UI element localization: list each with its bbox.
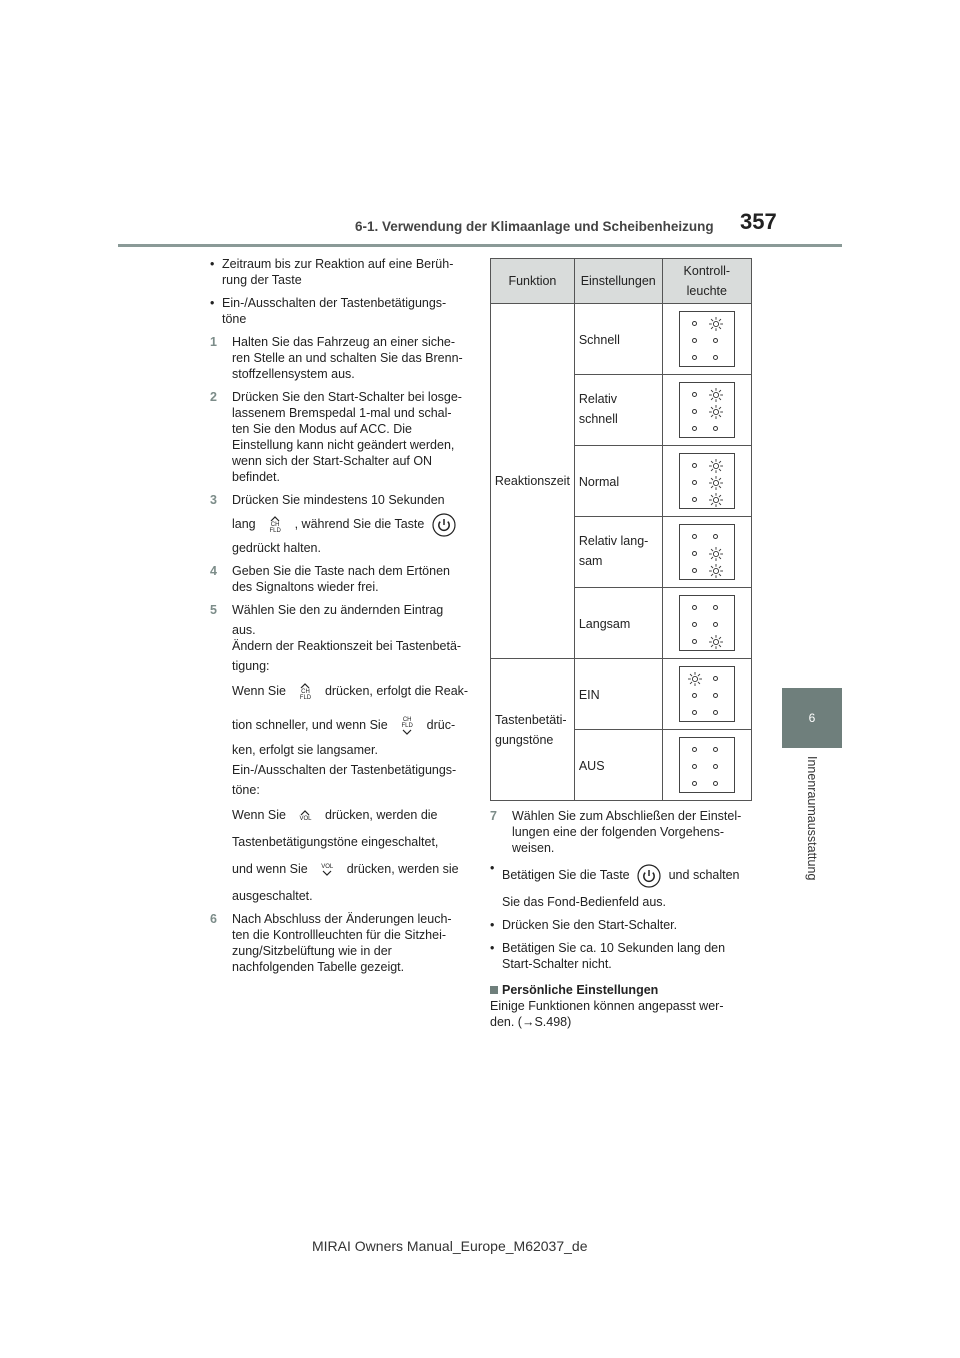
section-title: Persönliche Einstellungen [502,983,659,997]
lamp-off-icon [692,409,697,414]
right-column [490,808,752,1030]
indicator-lamps [679,595,735,651]
lamp-off-icon [692,605,697,610]
step-1: 1 Halten Sie das Fahrzeug an einer siche- ren Stelle an und schalten Sie das Brenn- stoffzellensystem aus. [210,335,463,381]
lamp-lit-icon [708,546,724,562]
chapter-label: Innenraumausstattung [805,756,819,881]
function-reaction-time: Reaktionszeit [491,304,575,659]
lamp-lit-icon [708,563,724,579]
table-row [491,659,752,730]
ch-fld-up-icon: CH FLD [294,679,316,705]
lamp-off-icon [713,605,718,610]
lamp-off-icon [692,480,697,485]
lamp-off-icon [713,676,718,681]
section-header: 6-1. Verwendung der Klimaanlage und Scheibenheizung [355,219,714,234]
header-settings: Einstellungen [574,259,662,304]
section-marker-icon [490,986,498,994]
lamp-off-icon [692,551,697,556]
lamp-off-icon [713,622,718,627]
function-key-tones: Tastenbetäti- gungstöne [491,659,575,801]
setting-label: Langsam [574,588,662,659]
vol-down-icon: VOL [316,857,338,883]
list-item: • Betätigen Sie ca. 10 Sekunden lang den Start-Schalter nicht. [490,940,752,972]
lamp-lit-icon [708,634,724,650]
lamp-off-icon [692,639,697,644]
header-lamp: Kontroll- leuchte [662,259,751,304]
lamp-off-icon [692,497,697,502]
indicator-lamps [679,311,735,367]
table-header-row [491,259,752,304]
setting-label: Normal [574,446,662,517]
personal-settings-section: Persönliche Einstellungen Einige Funktionen können angepasst wer- den. (→S.498) [490,982,752,1030]
lamp-off-icon [713,764,718,769]
step-number: 6 [210,912,217,926]
list-item: • Ein-/Ausschalten der Tastenbetätigungs- töne [210,295,472,327]
left-column [210,256,472,982]
power-button-icon [637,864,661,888]
lamp-off-icon [713,338,718,343]
lamp-lit-icon [708,458,724,474]
lamp-off-icon [692,622,697,627]
indicator-lamps [679,666,735,722]
lamp-lit-icon [708,492,724,508]
footer-text: MIRAI Owners Manual_Europe_M62037_de [312,1238,588,1254]
list-item: • Betätigen Sie die Taste und schalten Sie das Fond-Bedienfeld aus. [490,860,752,910]
lamp-off-icon [713,747,718,752]
lamp-off-icon [692,355,697,360]
indicator-lamps [679,382,735,438]
settings-table [490,258,752,801]
list-item: • Zeitraum bis zur Reaktion auf eine Berüh- rung der Taste [210,256,472,288]
lamp-off-icon [692,321,697,326]
ch-fld-down-icon: CH FLD [396,713,418,739]
step-5: 5 Wählen Sie den zu ändernden Eintrag aus. Ändern der Reaktionszeit bei Tastenbetä- tigung: Wenn Sie CH FLD drücken, erfolgt die Reak- tion schneller, und wenn Sie CH FLD drüc- ken, erfolgt sie langsamer. Ein-/Ausschalten der Tastenbetätigungs- töne: Wenn Sie VOL drücken, werden die Tastenbetätigungstöne eingeschaltet, und wenn Sie VOL drücken, werden sie ausgeschaltet. [210,603,469,903]
setting-label: Relativ lang- sam [574,517,662,588]
page-reference: den. (→S.498) [490,1015,572,1029]
setting-label: Relativ schnell [574,375,662,446]
lamp-off-icon [692,338,697,343]
setting-label: EIN [574,659,662,730]
lamp-off-icon [692,392,697,397]
lamp-off-icon [692,534,697,539]
lamp-off-icon [713,426,718,431]
indicator-lamps [679,453,735,509]
lamp-off-icon [713,355,718,360]
header-function: Funktion [491,259,575,304]
step-4: 4 Geben Sie die Taste nach dem Ertönen des Signaltons wieder frei. [210,564,450,594]
lamp-off-icon [692,426,697,431]
lamp-lit-icon [708,387,724,403]
step-2: 2 Drücken Sie den Start-Schalter bei losge- lassenem Bremspedal 1-mal und schal- ten Sie den Modus auf ACC. Die Einstellung kann nicht geändert werden, wenn sich der Start-Schalter auf ON befindet. [210,390,462,484]
step-number: 3 [210,493,217,507]
lamp-off-icon [713,693,718,698]
step-number: 1 [210,335,217,349]
lamp-off-icon [692,747,697,752]
lamp-off-icon [692,710,697,715]
lamp-off-icon [692,568,697,573]
step-7: 7 Wählen Sie zum Abschließen der Einstel- lungen eine der folgenden Vorgehens- weisen. [490,809,742,855]
lamp-lit-icon [708,316,724,332]
lamp-lit-icon [687,671,703,687]
table-row [491,304,752,375]
lamp-off-icon [713,534,718,539]
indicator-lamps [679,737,735,793]
lamp-off-icon [692,781,697,786]
lamp-lit-icon [708,475,724,491]
power-button-icon [432,513,456,537]
step-6: 6 Nach Abschluss der Änderungen leuch- ten die Kontrollleuchten für die Sitzhei- zung/Sitzbelüftung wie in der nachfolgenden Tabelle gezeigt. [210,912,452,974]
lamp-off-icon [713,710,718,715]
lamp-off-icon [692,693,697,698]
lamp-lit-icon [708,404,724,420]
step-number: 5 [210,603,217,617]
step-number: 4 [210,564,217,578]
page-number: 357 [740,209,777,234]
chapter-tab: 6 [782,688,842,748]
lamp-off-icon [692,463,697,468]
step-number: 7 [490,809,497,823]
step-number: 2 [210,390,217,404]
indicator-lamps [679,524,735,580]
setting-label: AUS [574,730,662,801]
step-3: 3 Drücken Sie mindestens 10 Sekunden lang CH FLD , während Sie die Taste gedrückt halten. [210,492,472,556]
ch-fld-up-icon: CH FLD [264,512,286,538]
lamp-off-icon [692,764,697,769]
list-item: • Drücken Sie den Start-Schalter. [490,917,752,933]
lamp-off-icon [713,781,718,786]
header-divider [118,244,842,247]
setting-label: Schnell [574,304,662,375]
vol-up-icon: VOL [294,803,316,829]
